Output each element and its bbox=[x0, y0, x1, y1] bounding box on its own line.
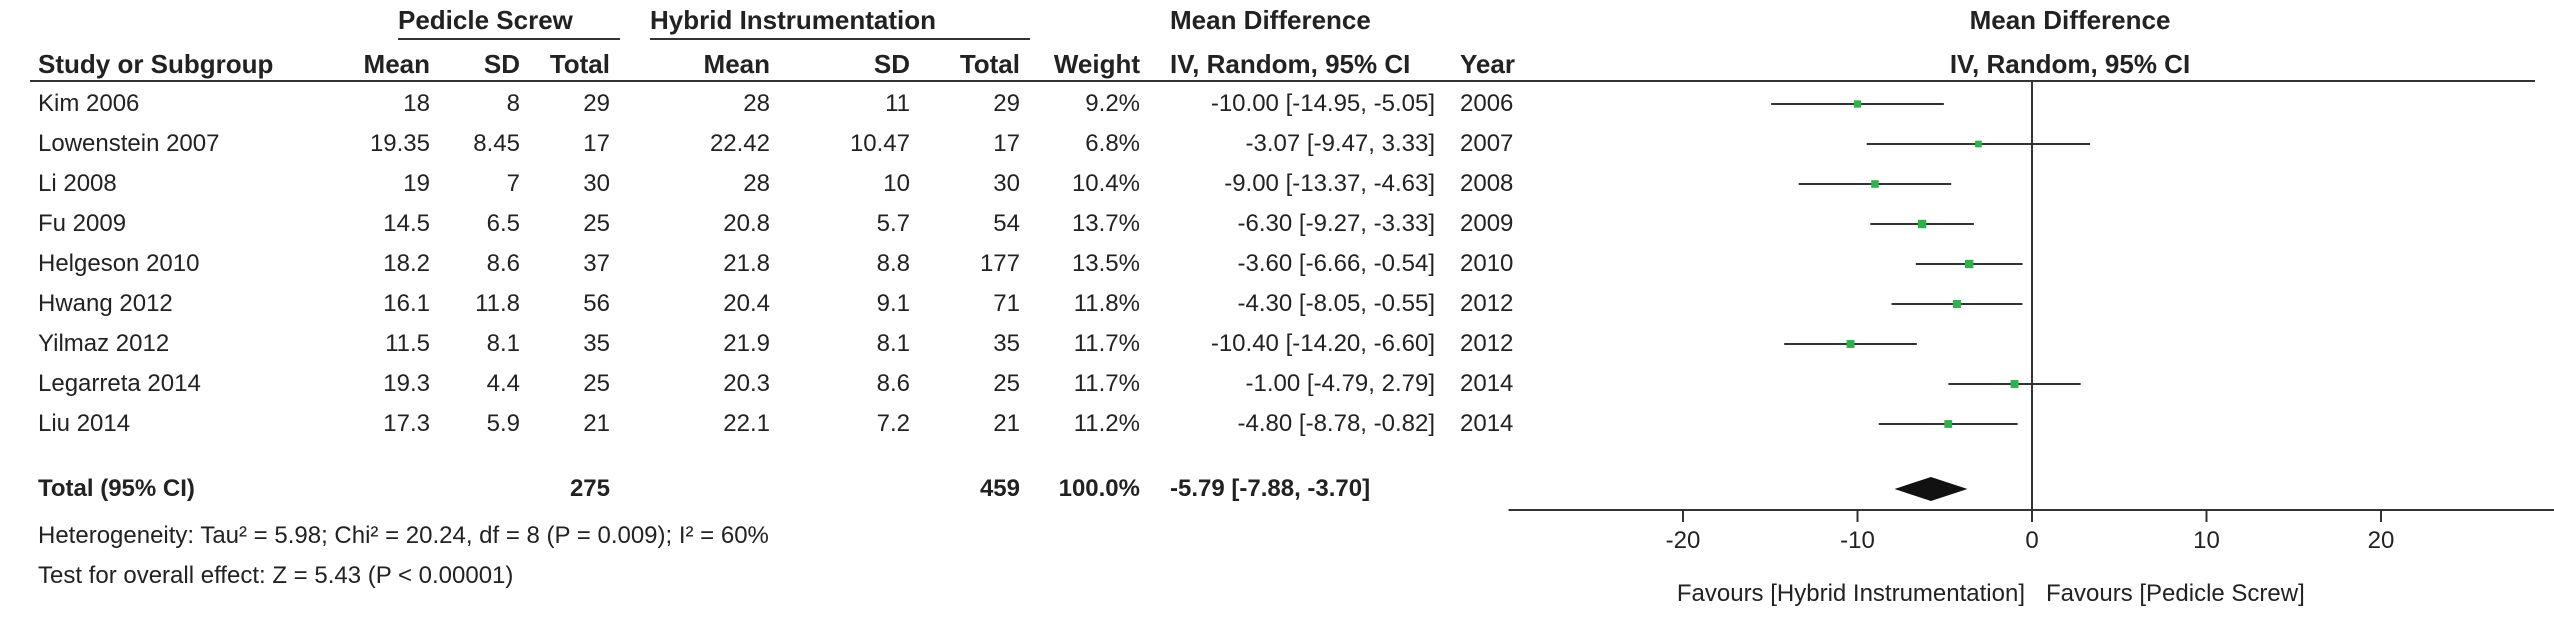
cell-mean2: 22.42 bbox=[709, 130, 770, 157]
cell-mean1: 17.3 bbox=[383, 410, 430, 437]
cell-total1: 37 bbox=[583, 250, 610, 277]
cell-mean2: 20.4 bbox=[723, 290, 770, 317]
point-estimate bbox=[1854, 100, 1861, 107]
cell-mean2: 20.3 bbox=[723, 370, 770, 397]
total-weight: 100.0% bbox=[1058, 475, 1140, 502]
cell-sd1: 8 bbox=[506, 90, 520, 117]
plot-title: Mean Difference bbox=[1969, 5, 2171, 35]
cell-weight: 9.2% bbox=[1085, 90, 1140, 117]
cell-ci: -4.80 [-8.78, -0.82] bbox=[1237, 410, 1435, 437]
x-tick-label: 10 bbox=[2193, 527, 2220, 554]
cell-total1: 21 bbox=[583, 410, 610, 437]
cell-ci: -3.60 [-6.66, -0.54] bbox=[1237, 250, 1435, 277]
col-total2-header: Total bbox=[959, 49, 1020, 79]
cell-weight: 11.2% bbox=[1073, 410, 1140, 437]
cell-total2: 35 bbox=[993, 330, 1020, 357]
col-weight-header: Weight bbox=[1053, 49, 1140, 79]
point-estimate bbox=[1944, 420, 1952, 428]
cell-study: Yilmaz 2012 bbox=[38, 330, 170, 357]
cell-year: 2009 bbox=[1460, 210, 1514, 237]
cell-ci: -6.30 [-9.27, -3.33] bbox=[1237, 210, 1435, 237]
plot-method: IV, Random, 95% CI bbox=[1949, 49, 2191, 79]
cell-sd2: 8.1 bbox=[876, 330, 910, 357]
cell-study: Kim 2006 bbox=[38, 90, 140, 117]
point-estimate bbox=[1847, 340, 1855, 348]
cell-ci: -1.00 [-4.79, 2.79] bbox=[1245, 370, 1435, 397]
cell-total2: 54 bbox=[993, 210, 1020, 237]
cell-ci: -10.00 [-14.95, -5.05] bbox=[1210, 90, 1435, 117]
cell-year: 2014 bbox=[1460, 370, 1514, 397]
cell-study: Hwang 2012 bbox=[38, 290, 173, 317]
cell-total2: 17 bbox=[993, 130, 1020, 157]
cell-weight: 11.7% bbox=[1073, 330, 1140, 357]
cell-mean1: 14.5 bbox=[383, 210, 430, 237]
cell-study: Legarreta 2014 bbox=[38, 370, 201, 397]
cell-sd1: 4.4 bbox=[486, 370, 520, 397]
cell-weight: 11.7% bbox=[1073, 370, 1140, 397]
cell-total1: 30 bbox=[583, 170, 610, 197]
cell-sd2: 8.8 bbox=[876, 250, 910, 277]
overall-effect-text: Test for overall effect: Z = 5.43 (P < 0.00001) bbox=[38, 562, 514, 589]
point-estimate bbox=[1871, 180, 1879, 188]
cell-total1: 35 bbox=[583, 330, 610, 357]
cell-sd1: 6.5 bbox=[486, 210, 520, 237]
col-study-header: Study or Subgroup bbox=[38, 49, 274, 79]
cell-weight: 13.5% bbox=[1071, 250, 1140, 277]
cell-year: 2012 bbox=[1460, 290, 1514, 317]
cell-mean2: 28 bbox=[743, 170, 770, 197]
cell-mean1: 18 bbox=[403, 90, 430, 117]
col-mean1-header: Mean bbox=[363, 49, 430, 79]
cell-total1: 56 bbox=[583, 290, 610, 317]
hybrid-group-header: Hybrid Instrumentation bbox=[650, 5, 937, 35]
col-sd1-header: SD bbox=[483, 49, 520, 79]
cell-mean1: 11.5 bbox=[385, 330, 430, 357]
cell-year: 2010 bbox=[1460, 250, 1514, 277]
cell-total1: 25 bbox=[583, 210, 610, 237]
cell-sd1: 8.1 bbox=[486, 330, 520, 357]
x-tick-label: 20 bbox=[2367, 527, 2395, 554]
cell-sd2: 7.2 bbox=[876, 410, 910, 437]
cell-sd2: 10.47 bbox=[849, 130, 910, 157]
cell-mean1: 19.35 bbox=[369, 130, 430, 157]
cell-mean2: 28 bbox=[743, 90, 770, 117]
cell-sd1: 8.45 bbox=[473, 130, 520, 157]
cell-mean2: 21.9 bbox=[723, 330, 770, 357]
col-ci-header: IV, Random, 95% CI bbox=[1170, 49, 1411, 79]
cell-study: Helgeson 2010 bbox=[38, 250, 200, 277]
cell-mean2: 20.8 bbox=[723, 210, 770, 237]
cell-sd2: 10 bbox=[883, 170, 910, 197]
cell-year: 2012 bbox=[1460, 330, 1514, 357]
cell-ci: -3.07 [-9.47, 3.33] bbox=[1245, 130, 1435, 157]
total-pedicle: 275 bbox=[569, 475, 610, 502]
cell-mean1: 19.3 bbox=[383, 370, 430, 397]
xlabel-left: Favours [Hybrid Instrumentation] bbox=[1676, 580, 2025, 607]
cell-year: 2006 bbox=[1460, 90, 1514, 117]
cell-mean2: 22.1 bbox=[723, 410, 770, 437]
cell-ci: -10.40 [-14.20, -6.60] bbox=[1210, 330, 1435, 357]
point-estimate bbox=[1918, 220, 1926, 228]
cell-sd2: 11 bbox=[885, 90, 910, 117]
cell-total2: 25 bbox=[993, 370, 1020, 397]
total-ci: -5.79 [-7.88, -3.70] bbox=[1170, 475, 1371, 502]
x-tick-label: 0 bbox=[2025, 527, 2039, 554]
xlabel-right: Favours [Pedicle Screw] bbox=[2046, 580, 2305, 607]
cell-sd2: 9.1 bbox=[876, 290, 910, 317]
cell-total2: 30 bbox=[993, 170, 1020, 197]
cell-total2: 21 bbox=[993, 410, 1020, 437]
cell-year: 2008 bbox=[1460, 170, 1514, 197]
point-estimate bbox=[1975, 141, 1982, 148]
cell-sd2: 8.6 bbox=[876, 370, 910, 397]
cell-weight: 10.4% bbox=[1071, 170, 1140, 197]
cell-study: Liu 2014 bbox=[38, 410, 131, 437]
cell-total2: 29 bbox=[993, 90, 1020, 117]
cell-total2: 71 bbox=[993, 290, 1020, 317]
cell-year: 2014 bbox=[1460, 410, 1514, 437]
cell-sd1: 7 bbox=[506, 170, 520, 197]
cell-year: 2007 bbox=[1460, 130, 1514, 157]
cell-weight: 13.7% bbox=[1071, 210, 1140, 237]
pooled-diamond bbox=[1894, 477, 1967, 501]
cell-study: Fu 2009 bbox=[38, 210, 127, 237]
cell-mean1: 18.2 bbox=[383, 250, 430, 277]
col-sd2-header: SD bbox=[873, 49, 910, 79]
cell-total1: 25 bbox=[583, 370, 610, 397]
heterogeneity-text: Heterogeneity: Tau² = 5.98; Chi² = 20.24, df = 8 (P = 0.009); I² = 60% bbox=[38, 522, 769, 549]
cell-study: Lowenstein 2007 bbox=[38, 130, 220, 157]
col-total1-header: Total bbox=[549, 49, 610, 79]
md-group-header: Mean Difference bbox=[1170, 5, 1371, 35]
cell-sd1: 11.8 bbox=[475, 290, 520, 317]
point-estimate bbox=[2011, 380, 2019, 388]
cell-ci: -4.30 [-8.05, -0.55] bbox=[1237, 290, 1435, 317]
col-mean2-header: Mean bbox=[703, 49, 770, 79]
cell-total2: 177 bbox=[979, 250, 1020, 277]
pedicle-group-header: Pedicle Screw bbox=[398, 5, 573, 35]
cell-weight: 6.8% bbox=[1085, 130, 1140, 157]
cell-sd1: 8.6 bbox=[486, 250, 520, 277]
x-tick-label: -10 bbox=[1840, 527, 1875, 554]
total-hybrid: 459 bbox=[979, 475, 1020, 502]
point-estimate bbox=[1953, 300, 1961, 308]
cell-sd2: 5.7 bbox=[876, 210, 910, 237]
cell-mean2: 21.8 bbox=[723, 250, 770, 277]
cell-mean1: 19 bbox=[403, 170, 430, 197]
cell-ci: -9.00 [-13.37, -4.63] bbox=[1224, 170, 1435, 197]
cell-mean1: 16.1 bbox=[383, 290, 430, 317]
cell-weight: 11.8% bbox=[1073, 290, 1140, 317]
x-tick-label: -20 bbox=[1665, 527, 1701, 554]
cell-study: Li 2008 bbox=[38, 170, 117, 197]
total-label: Total (95% CI) bbox=[38, 475, 195, 502]
cell-total1: 17 bbox=[583, 130, 610, 157]
col-year-header: Year bbox=[1460, 49, 1515, 79]
point-estimate bbox=[1965, 260, 1973, 268]
cell-total1: 29 bbox=[583, 90, 610, 117]
cell-sd1: 5.9 bbox=[486, 410, 520, 437]
